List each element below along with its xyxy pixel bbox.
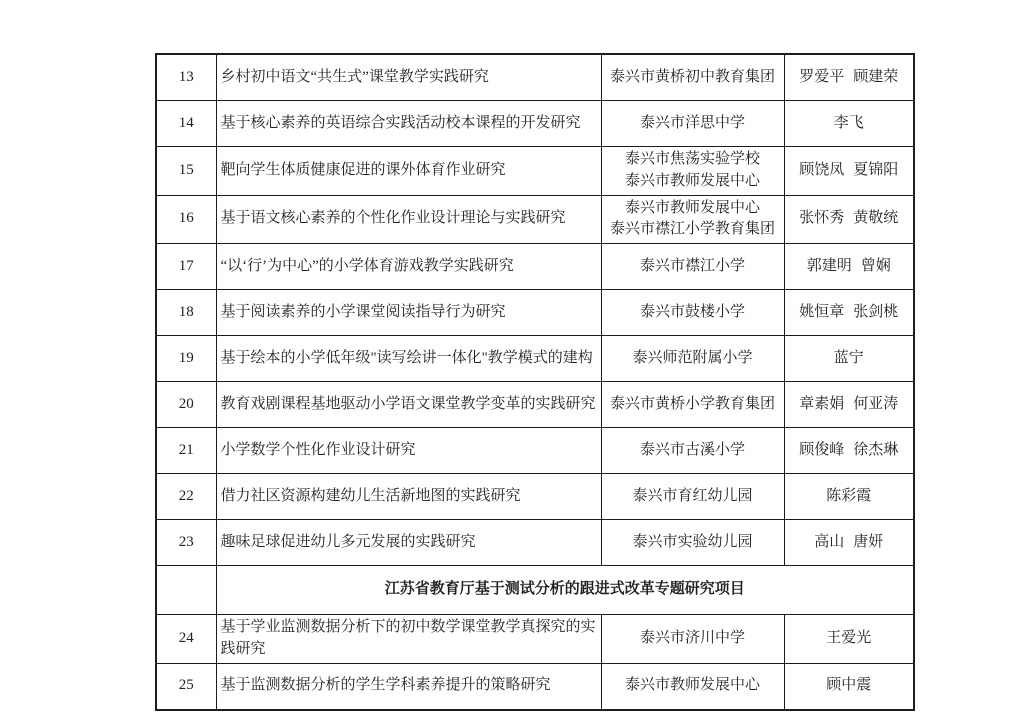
section-header-row (156, 566, 914, 615)
organization-cell (601, 244, 784, 290)
table-row (156, 101, 914, 147)
organization-cell (601, 428, 784, 474)
organization-cell (601, 101, 784, 147)
organization-cell (601, 195, 784, 244)
row-number-cell: 14 (156, 101, 216, 147)
organization-cell (601, 54, 784, 101)
project-title-cell: 小学数学个性化作业设计研究 (216, 428, 601, 474)
table-row (156, 336, 914, 382)
project-title-cell: 基于核心素养的英语综合实践活动校本课程的开发研究 (216, 101, 601, 147)
leader-names-cell: 蓝宁 (784, 336, 914, 382)
organization-line: 泰兴市济川中学 (639, 629, 745, 646)
table-row (156, 244, 914, 290)
leader-names-cell: 顾俊峰 徐杰琳 (784, 428, 914, 474)
project-title-cell: 基于阅读素养的小学课堂阅读指导行为研究 (216, 290, 601, 336)
table-row (156, 195, 914, 244)
table-row (156, 428, 914, 474)
project-title-cell: 借力社区资源构建幼儿生活新地图的实践研究 (216, 474, 601, 520)
organization-cell (601, 663, 784, 710)
leader-names-cell: 张怀秀 黄敬统 (784, 195, 914, 244)
leader-names-cell: 李飞 (784, 101, 914, 147)
table-row (156, 474, 914, 520)
leader-names-cell: 王爱光 (784, 615, 914, 664)
row-number-cell: 15 (156, 147, 216, 196)
organization-line: 泰兴市鼓楼小学 (639, 303, 745, 320)
organization-line: 泰兴市襟江小学教育集团 (609, 221, 775, 238)
leader-names-cell: 姚恒章 张剑桃 (784, 290, 914, 336)
row-number-cell: 17 (156, 244, 216, 290)
leader-names-cell: 高山 唐妍 (784, 520, 914, 566)
project-title-cell: 基于绘本的小学低年级"读写绘讲一体化"教学模式的建构 (216, 336, 601, 382)
table-body (156, 54, 914, 710)
leader-names-cell: 陈彩霞 (784, 474, 914, 520)
organization-line: 泰兴市育红幼儿园 (632, 487, 753, 504)
project-title-cell: “以‘行’为中心”的小学体育游戏教学实践研究 (216, 244, 601, 290)
row-number-cell: 13 (156, 54, 216, 101)
organization-line: 泰兴市教师发展中心 (624, 199, 760, 216)
row-number-cell: 20 (156, 382, 216, 428)
organization-line: 泰兴市黄桥小学教育集团 (609, 395, 775, 412)
organization-line: 泰兴市教师发展中心 (624, 172, 760, 189)
organization-cell (601, 336, 784, 382)
organization-line: 泰兴市黄桥初中教育集团 (609, 68, 775, 85)
organization-cell (601, 474, 784, 520)
table-row (156, 147, 914, 196)
project-title-cell: 乡村初中语文“共生式”课堂教学实践研究 (216, 54, 601, 101)
row-number-cell: 22 (156, 474, 216, 520)
project-title-cell: 教育戏剧课程基地驱动小学语文课堂教学变革的实践研究 (216, 382, 601, 428)
table-row (156, 54, 914, 101)
project-title-cell: 基于语文核心素养的个性化作业设计理论与实践研究 (216, 195, 601, 244)
organization-line: 泰兴市襟江小学 (639, 257, 745, 274)
organization-cell (601, 290, 784, 336)
row-number-cell (156, 566, 216, 615)
row-number-cell: 18 (156, 290, 216, 336)
table-row (156, 615, 914, 664)
table-row (156, 290, 914, 336)
project-title-cell: 基于监测数据分析的学生学科素养提升的策略研究 (216, 663, 601, 710)
row-number-cell: 19 (156, 336, 216, 382)
organization-line: 泰兴市实验幼儿园 (632, 533, 753, 550)
organization-cell (601, 147, 784, 196)
row-number-cell: 21 (156, 428, 216, 474)
leader-names-cell: 章素娟 何亚涛 (784, 382, 914, 428)
leader-names-cell: 郭建明 曾娴 (784, 244, 914, 290)
row-number-cell: 25 (156, 663, 216, 710)
leader-names-cell: 罗爱平 顾建荣 (784, 54, 914, 101)
research-projects-table (155, 53, 915, 711)
organization-line: 泰兴市古溪小学 (639, 441, 745, 458)
project-title-cell: 基于学业监测数据分析下的初中数学课堂教学真探究的实践研究 (216, 615, 601, 664)
section-title: 江苏省教育厅基于测试分析的跟进式改革专题研究项目 (216, 566, 914, 615)
organization-cell (601, 382, 784, 428)
table-row (156, 520, 914, 566)
row-number-cell: 16 (156, 195, 216, 244)
project-title-cell: 靶向学生体质健康促进的课外体育作业研究 (216, 147, 601, 196)
row-number-cell: 24 (156, 615, 216, 664)
table-row (156, 663, 914, 710)
organization-line: 泰兴师范附属小学 (632, 349, 753, 366)
organization-cell (601, 615, 784, 664)
organization-cell (601, 520, 784, 566)
leader-names-cell: 顾饶凤 夏锦阳 (784, 147, 914, 196)
leader-names-cell: 顾中震 (784, 663, 914, 710)
row-number-cell: 23 (156, 520, 216, 566)
organization-line: 泰兴市焦荡实验学校 (624, 151, 760, 167)
organization-line: 泰兴市洋思中学 (639, 114, 745, 131)
organization-line: 泰兴市教师发展中心 (624, 677, 760, 694)
table-row (156, 382, 914, 428)
project-title-cell: 趣味足球促进幼儿多元发展的实践研究 (216, 520, 601, 566)
